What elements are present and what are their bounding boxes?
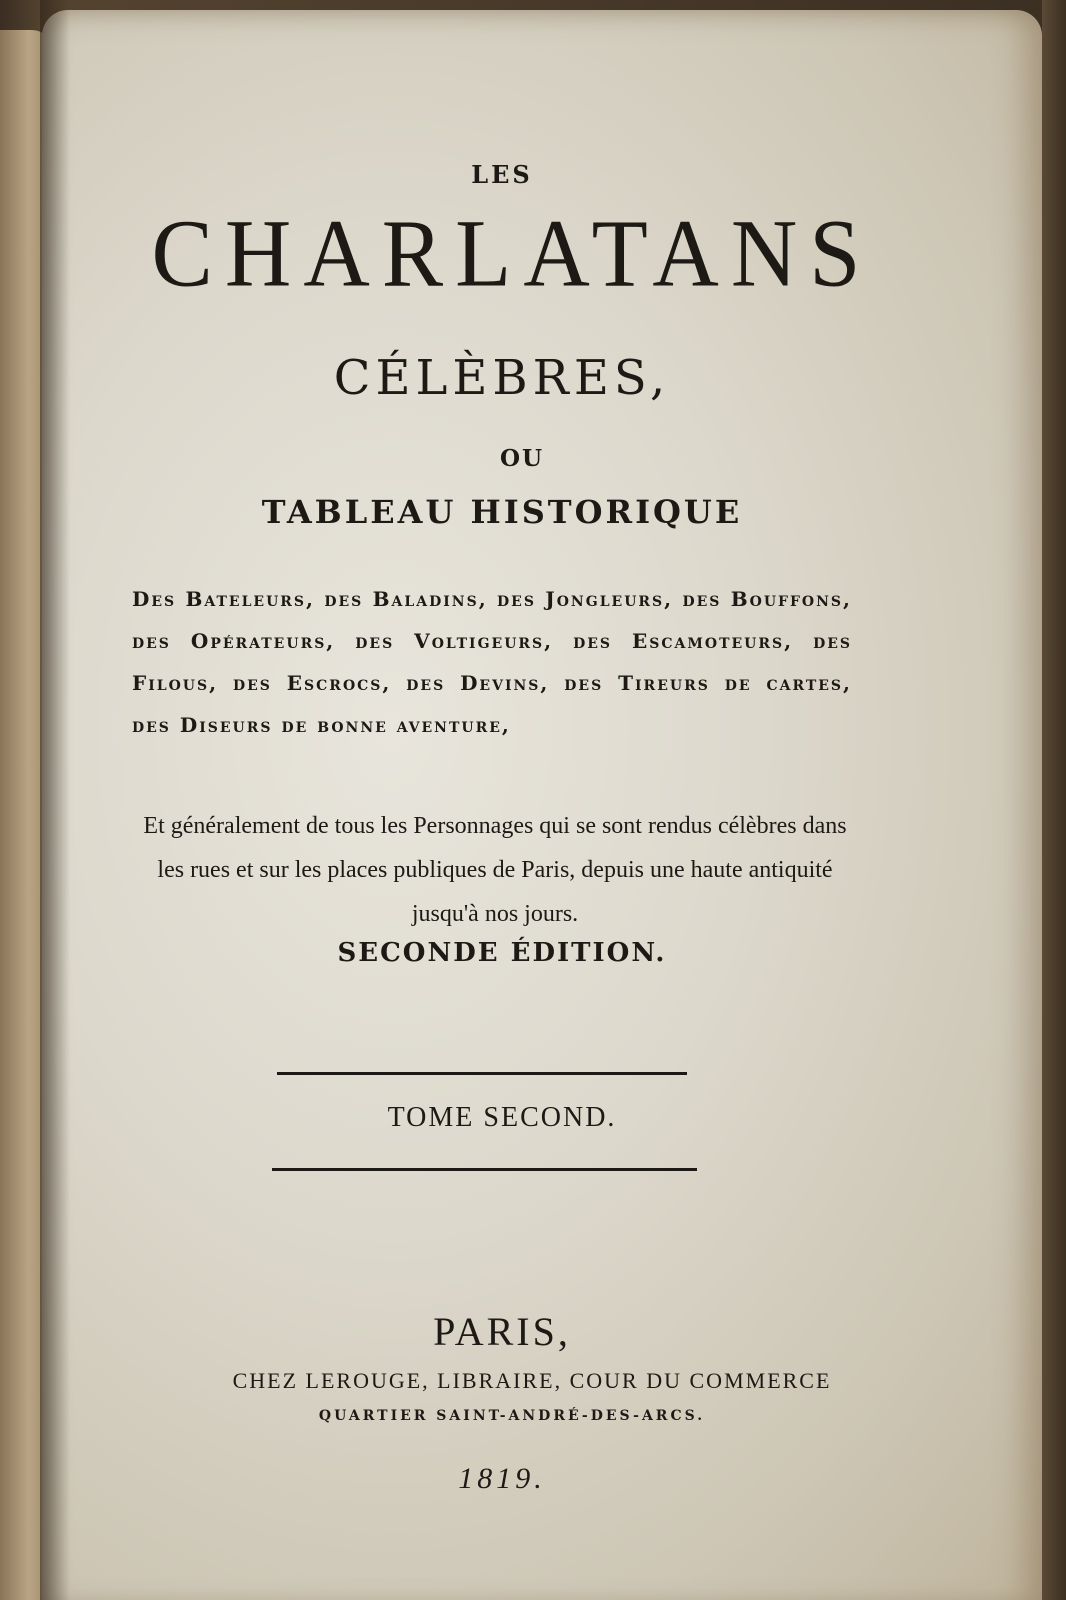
title-article: LES: [471, 160, 533, 189]
imprint-city: PARIS,: [433, 1309, 571, 1354]
divider-rule-top: [277, 1072, 687, 1075]
spine-shadow: [40, 0, 70, 1600]
imprint-publisher: CHEZ LEROUGE, LIBRAIRE, COUR DU COMMERCE: [232, 1368, 832, 1393]
title-adjective: CÉLÈBRES,: [333, 350, 671, 406]
title-conjunction: OU: [499, 445, 545, 472]
title-page: [42, 10, 1042, 1600]
subject-list: Des Bateleurs, des Baladins, des Jongleurs, des Bouffons, des Opérateurs, des Voltigeurs, des Escamoteurs, des Filous, des Escrocs, des Devins, des Tireurs de cartes, des Diseurs de bonne aventure,: [132, 587, 852, 737]
title-page-paper: [42, 10, 1042, 1600]
description-text: Et généralement de tous les Personnages qui se sont rendus célèbres dans les rues et sur les places publiques de Paris, depuis une haute antiquité jusqu'à nos jours.: [143, 813, 847, 927]
book-title: CHARLATANS: [151, 199, 873, 307]
book-cover-edge: [1042, 0, 1066, 1600]
imprint-year: 1819.: [458, 1462, 546, 1495]
imprint-quarter: QUARTIER SAINT-ANDRÉ-DES-ARCS.: [318, 1408, 706, 1424]
book-subtitle: TABLEAU HISTORIQUE: [261, 493, 743, 531]
volume-label: TOME SECOND.: [387, 1102, 617, 1133]
divider-rule-bottom: [272, 1168, 697, 1171]
edition-label: SECONDE ÉDITION.: [337, 938, 667, 968]
